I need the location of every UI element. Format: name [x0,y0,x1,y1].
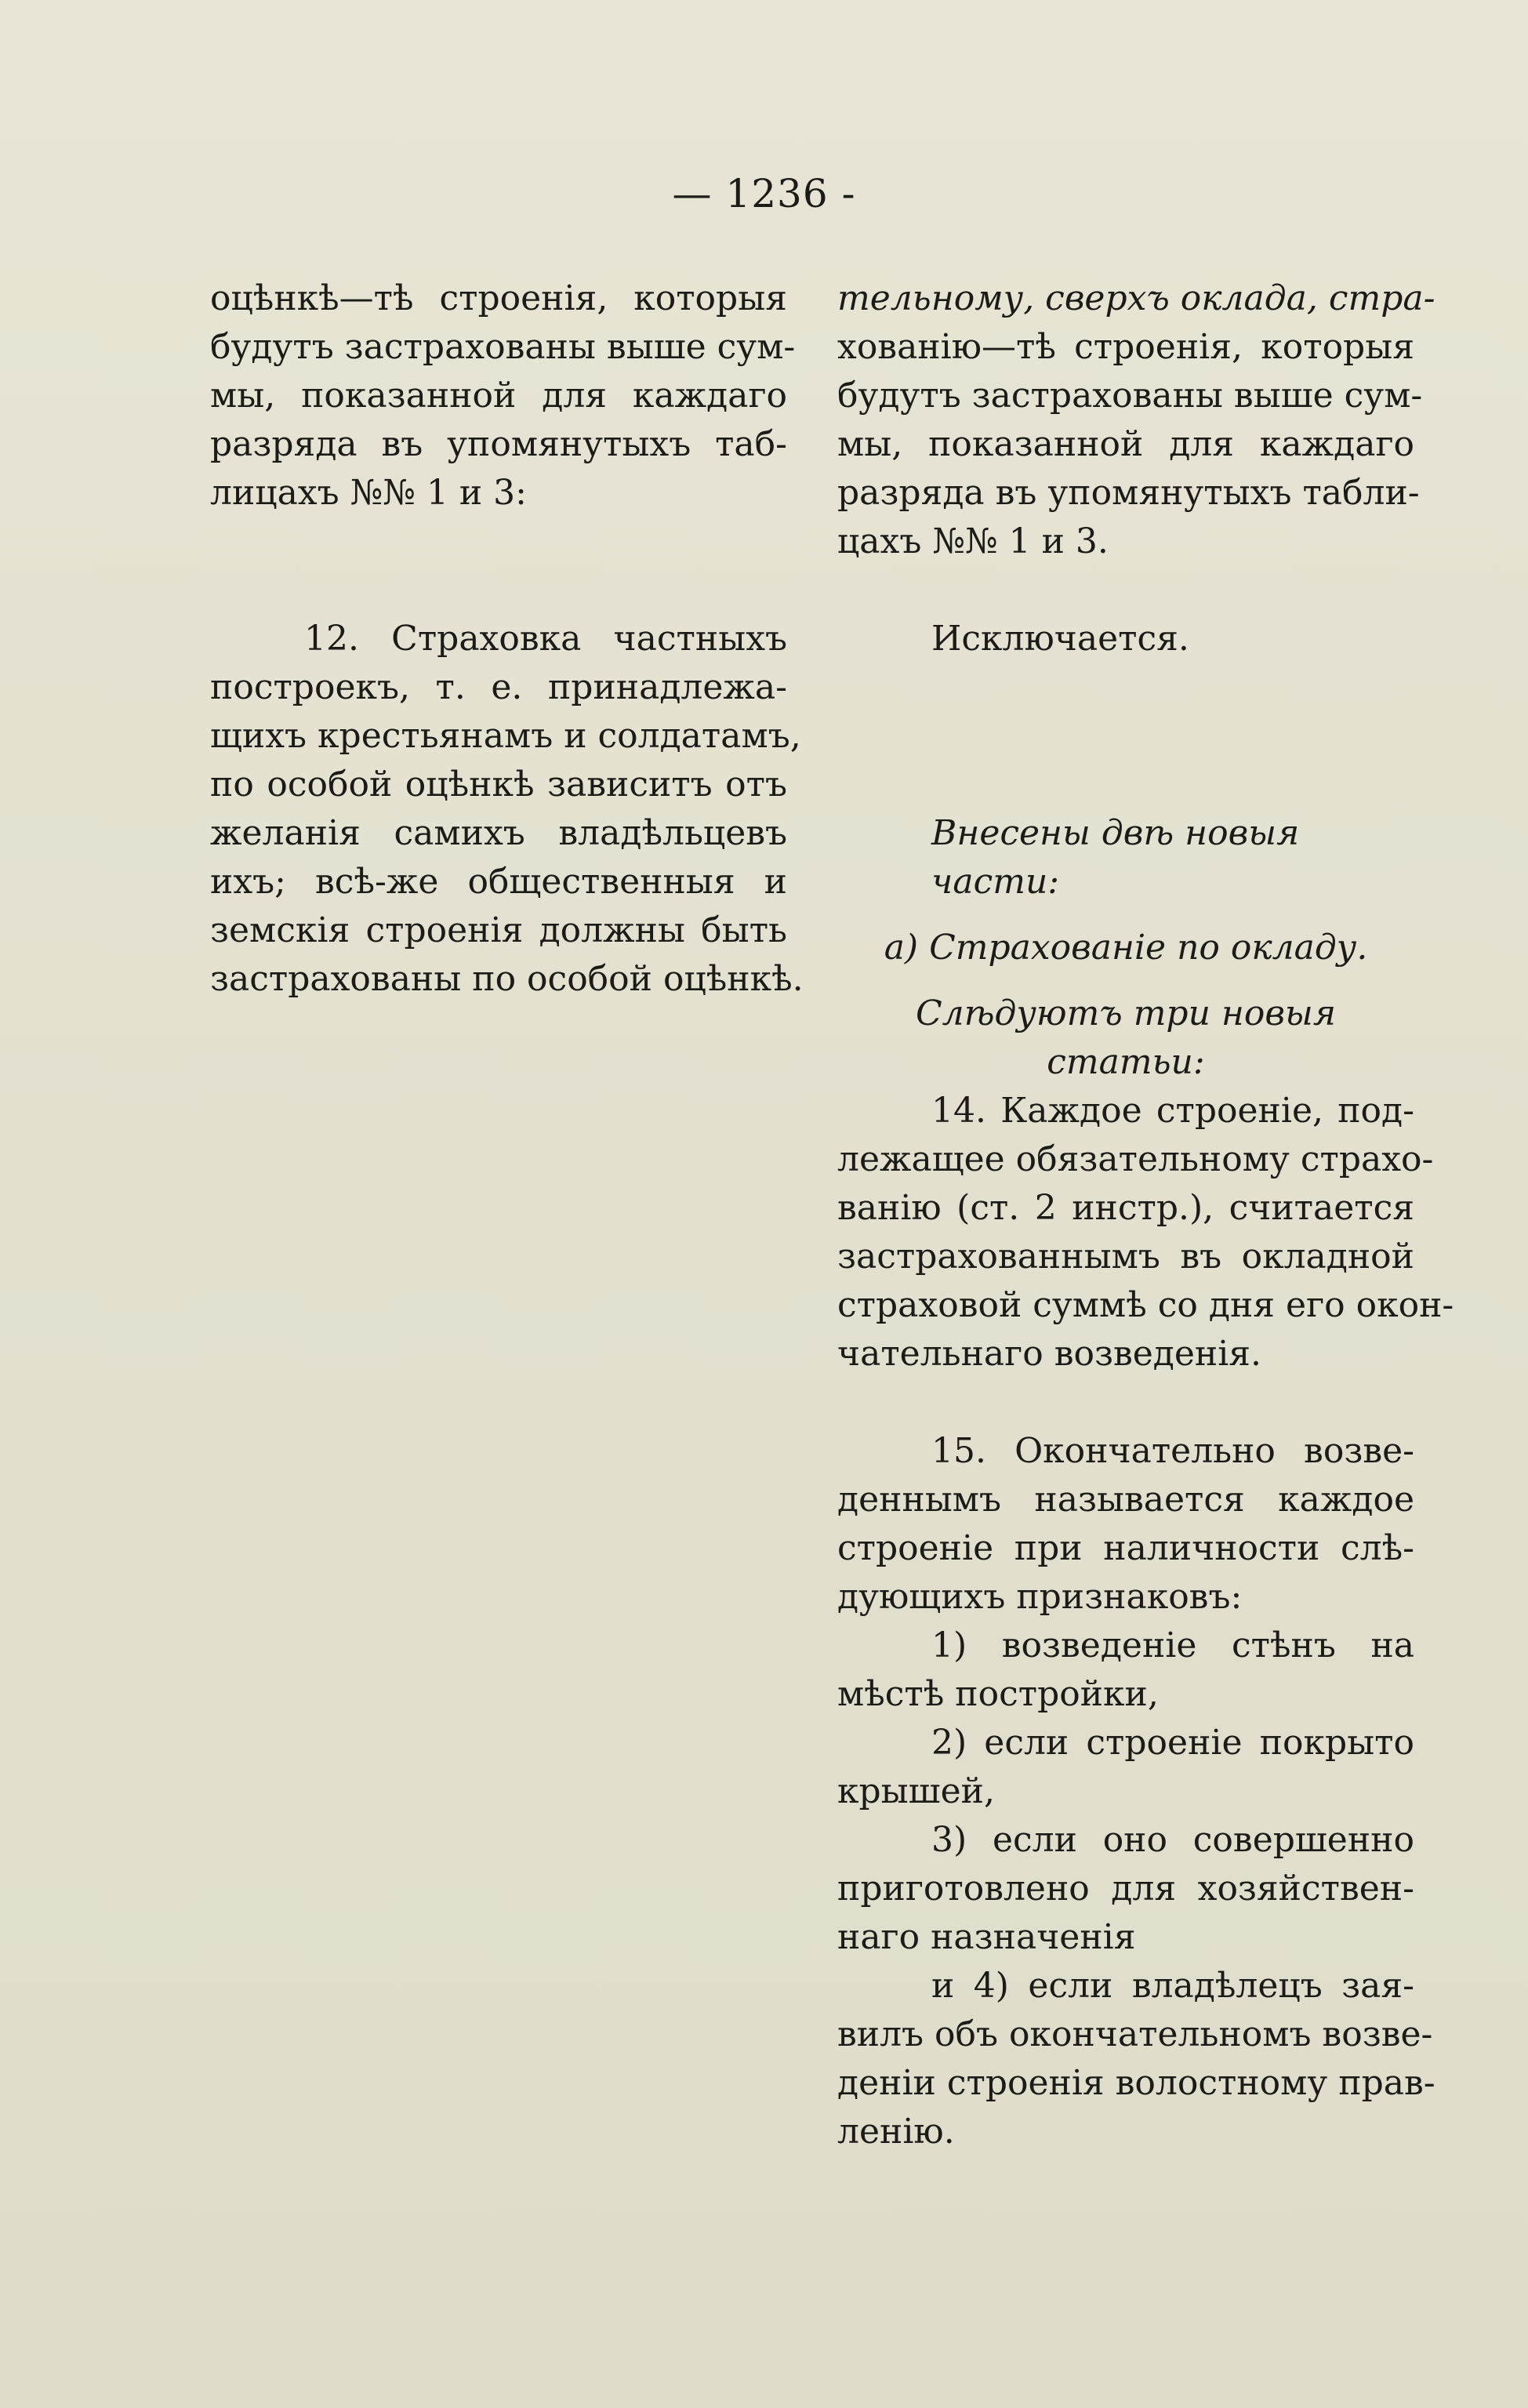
list-item-1: 1) возведеніе стѣнъ на [931,1625,1414,1665]
text-line: страховой суммѣ со дня его окон- [837,1285,1454,1325]
list-item-4: и 4) если владѣлецъ зая- [931,1966,1414,2006]
text-line: тельному, сверхъ оклада, стра- [837,278,1435,318]
text-line: мы, показанной для каждаго [210,376,787,416]
text-line: 15. Окончательно возве- [931,1431,1414,1471]
text-line: лицахъ №№ 1 и 3: [210,473,527,513]
page-number: — 1236 - [672,171,856,216]
text-line: разряда въ упомянутыхъ табли- [837,473,1420,513]
text-line: застрахованы по особой оцѣнкѣ. [210,959,804,999]
added-parts-note: Внесены двѣ новыя части: [931,813,1300,902]
subsection-heading: а) Страхованіе по окладу. [884,928,1368,968]
text-line: деніи строенія волостному прав- [837,2063,1435,2103]
text-line: будутъ застрахованы выше сум- [837,376,1423,416]
text-line: наго назначенія [837,1917,1136,1957]
list-item-2: 2) если строеніе покрыто [931,1723,1414,1763]
list-item-3: 3) если оно совершенно [931,1820,1414,1860]
article-14 [837,1087,1454,1378]
text-line: мы, показанной для каждаго [837,424,1414,464]
text-line: 12. Страховка частныхъ [304,619,787,659]
text-line: 14. Каждое строеніе, под- [931,1091,1414,1131]
text-line: деннымъ называется каждое [837,1480,1414,1520]
text-line: построекъ, т. е. принадлежа- [210,667,787,707]
article-15 [837,1427,1435,2156]
text-line: хованію—тѣ строенія, которыя [837,327,1414,367]
text-line: будутъ застрахованы выше сум- [210,327,796,367]
text-line: застрахованнымъ въ окладной [837,1237,1414,1277]
text-line: мѣстѣ постройки, [837,1674,1159,1714]
left-paragraph-1 [210,274,796,518]
text-line: приготовлено для хозяйствен- [837,1869,1414,1909]
text-line: по особой оцѣнкѣ зависитъ отъ [210,765,787,804]
text-line: щихъ крестьянамъ и солдатамъ, [210,716,801,756]
right-column [837,274,1454,2156]
text-line: ихъ; всѣ-же общественныя и [210,862,787,902]
excluded-note: Исключается. [931,619,1189,659]
following-note: Слѣдуютъ три новыя статьи: [916,993,1336,1082]
left-column [210,274,804,1004]
text-line: земскія строенія должны быть [210,910,787,950]
text-line: ванію (ст. 2 инстр.), считается [837,1188,1414,1228]
text-line: крышей, [837,1771,995,1811]
article-12 [210,615,804,1004]
text-line: цахъ №№ 1 и 3. [837,521,1109,561]
text-line: чательнаго возведенія. [837,1334,1262,1374]
text-line: желанія самихъ владѣльцевъ [210,813,787,853]
text-line: ленію. [837,2112,955,2152]
right-paragraph-1 [837,274,1435,566]
text-line: разряда въ упомянутыхъ таб- [210,424,787,464]
text-line: вилъ объ окончательномъ возве- [837,2014,1433,2054]
text-line: оцѣнкѣ—тѣ строенія, которыя [210,278,787,318]
text-line: строеніе при наличности слѣ- [837,1528,1414,1568]
text-line: лежащее обязательному страхо- [837,1139,1434,1179]
text-line: дующихъ признаковъ: [837,1577,1243,1617]
